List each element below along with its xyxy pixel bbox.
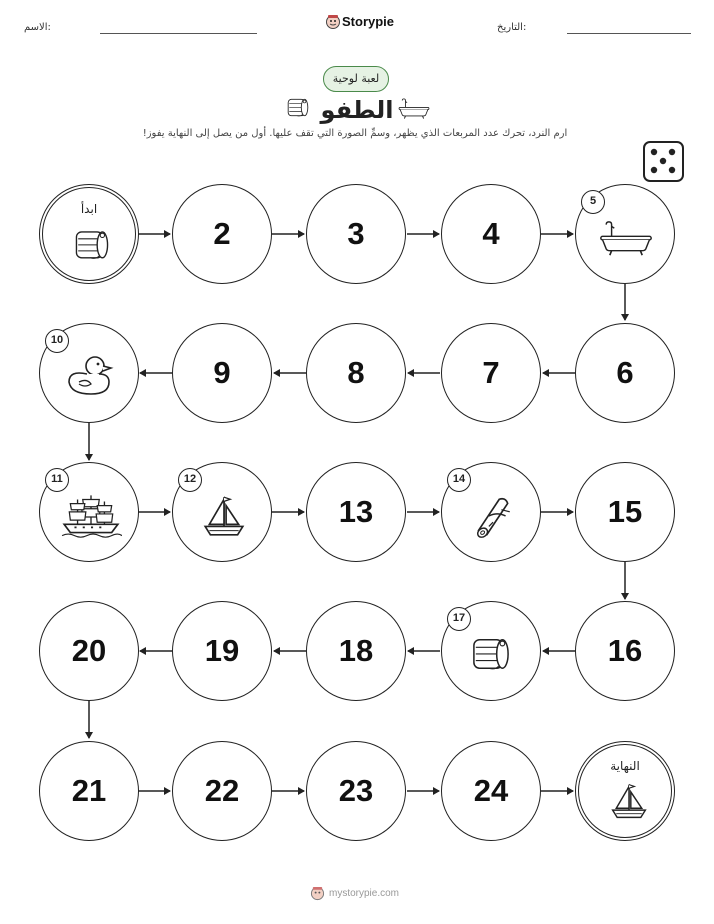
cell-number: 7	[482, 355, 500, 390]
date-label: التاريخ:	[497, 22, 527, 33]
cell-number-badge: 14	[447, 468, 471, 492]
board-game-badge: لعبة لوحية	[323, 66, 389, 92]
cell-number-badge: 5	[581, 190, 605, 214]
board-cell	[441, 462, 541, 562]
board-cell	[39, 323, 139, 423]
board-cell	[306, 462, 406, 562]
board-cell	[39, 741, 139, 841]
sailboat-icon	[201, 493, 247, 539]
cell-number: 2	[213, 216, 231, 251]
cell-number: 20	[71, 633, 107, 668]
brand-name: Storypie	[342, 14, 395, 29]
cell-number: 15	[607, 494, 643, 529]
board-cell	[306, 323, 406, 423]
finish-label: النهاية	[610, 759, 640, 773]
cell-number-badge: 17	[447, 607, 471, 631]
sailboat-icon	[609, 781, 649, 821]
instructions: ارم النرد، تحرك عدد المربعات الذي يظهر، وسمِّ الصورة التي تقف عليها. أول من يصل إلى النهاية يفوز!	[142, 128, 568, 139]
cell-number: 21	[71, 773, 107, 808]
armband-float-icon	[470, 634, 512, 672]
board-cell	[575, 462, 675, 562]
board-cell	[441, 741, 541, 841]
cell-number: 8	[347, 355, 365, 390]
board-cell	[575, 184, 675, 284]
board-cell	[172, 184, 272, 284]
log-icon	[468, 493, 516, 541]
board-cell-start	[39, 184, 139, 284]
bathtub-icon	[598, 221, 654, 257]
storypie-mascot-icon	[310, 886, 325, 901]
cell-number: 18	[338, 633, 374, 668]
board-cell	[575, 323, 675, 423]
board-cell	[306, 184, 406, 284]
start-label: ابدأ	[80, 202, 98, 216]
board-cell	[441, 601, 541, 701]
cell-number: 16	[607, 633, 643, 668]
board-cell	[39, 601, 139, 701]
cell-number-badge: 11	[45, 468, 69, 492]
cell-number: 22	[204, 773, 240, 808]
board-cell-finish	[575, 741, 675, 841]
cell-number-badge: 10	[45, 329, 69, 353]
page-title: الطفو	[320, 96, 394, 124]
board-cell	[306, 601, 406, 701]
cell-number: 6	[616, 355, 634, 390]
board-cell	[172, 323, 272, 423]
cell-number: 19	[204, 633, 240, 668]
board-cell	[39, 462, 139, 562]
sailing-ship-icon	[60, 493, 122, 539]
footer	[310, 886, 420, 902]
rubber-duck-icon	[64, 354, 116, 398]
board-cell	[172, 741, 272, 841]
board-cell	[172, 462, 272, 562]
cell-number: 3	[347, 216, 365, 251]
cell-number-badge: 12	[178, 468, 202, 492]
board-cell	[441, 323, 541, 423]
cell-number: 23	[338, 773, 374, 808]
cell-number: 4	[482, 216, 500, 251]
board-cell	[441, 184, 541, 284]
board-cell	[172, 601, 272, 701]
footer-site[interactable]: mystorypie.com	[329, 888, 400, 899]
cell-number: 24	[473, 773, 509, 808]
name-label: الاسم:	[24, 22, 51, 33]
armband-float-icon	[73, 226, 111, 262]
board-cell	[575, 601, 675, 701]
cell-number: 13	[338, 494, 374, 529]
board-cell	[306, 741, 406, 841]
cell-number: 9	[213, 355, 231, 390]
